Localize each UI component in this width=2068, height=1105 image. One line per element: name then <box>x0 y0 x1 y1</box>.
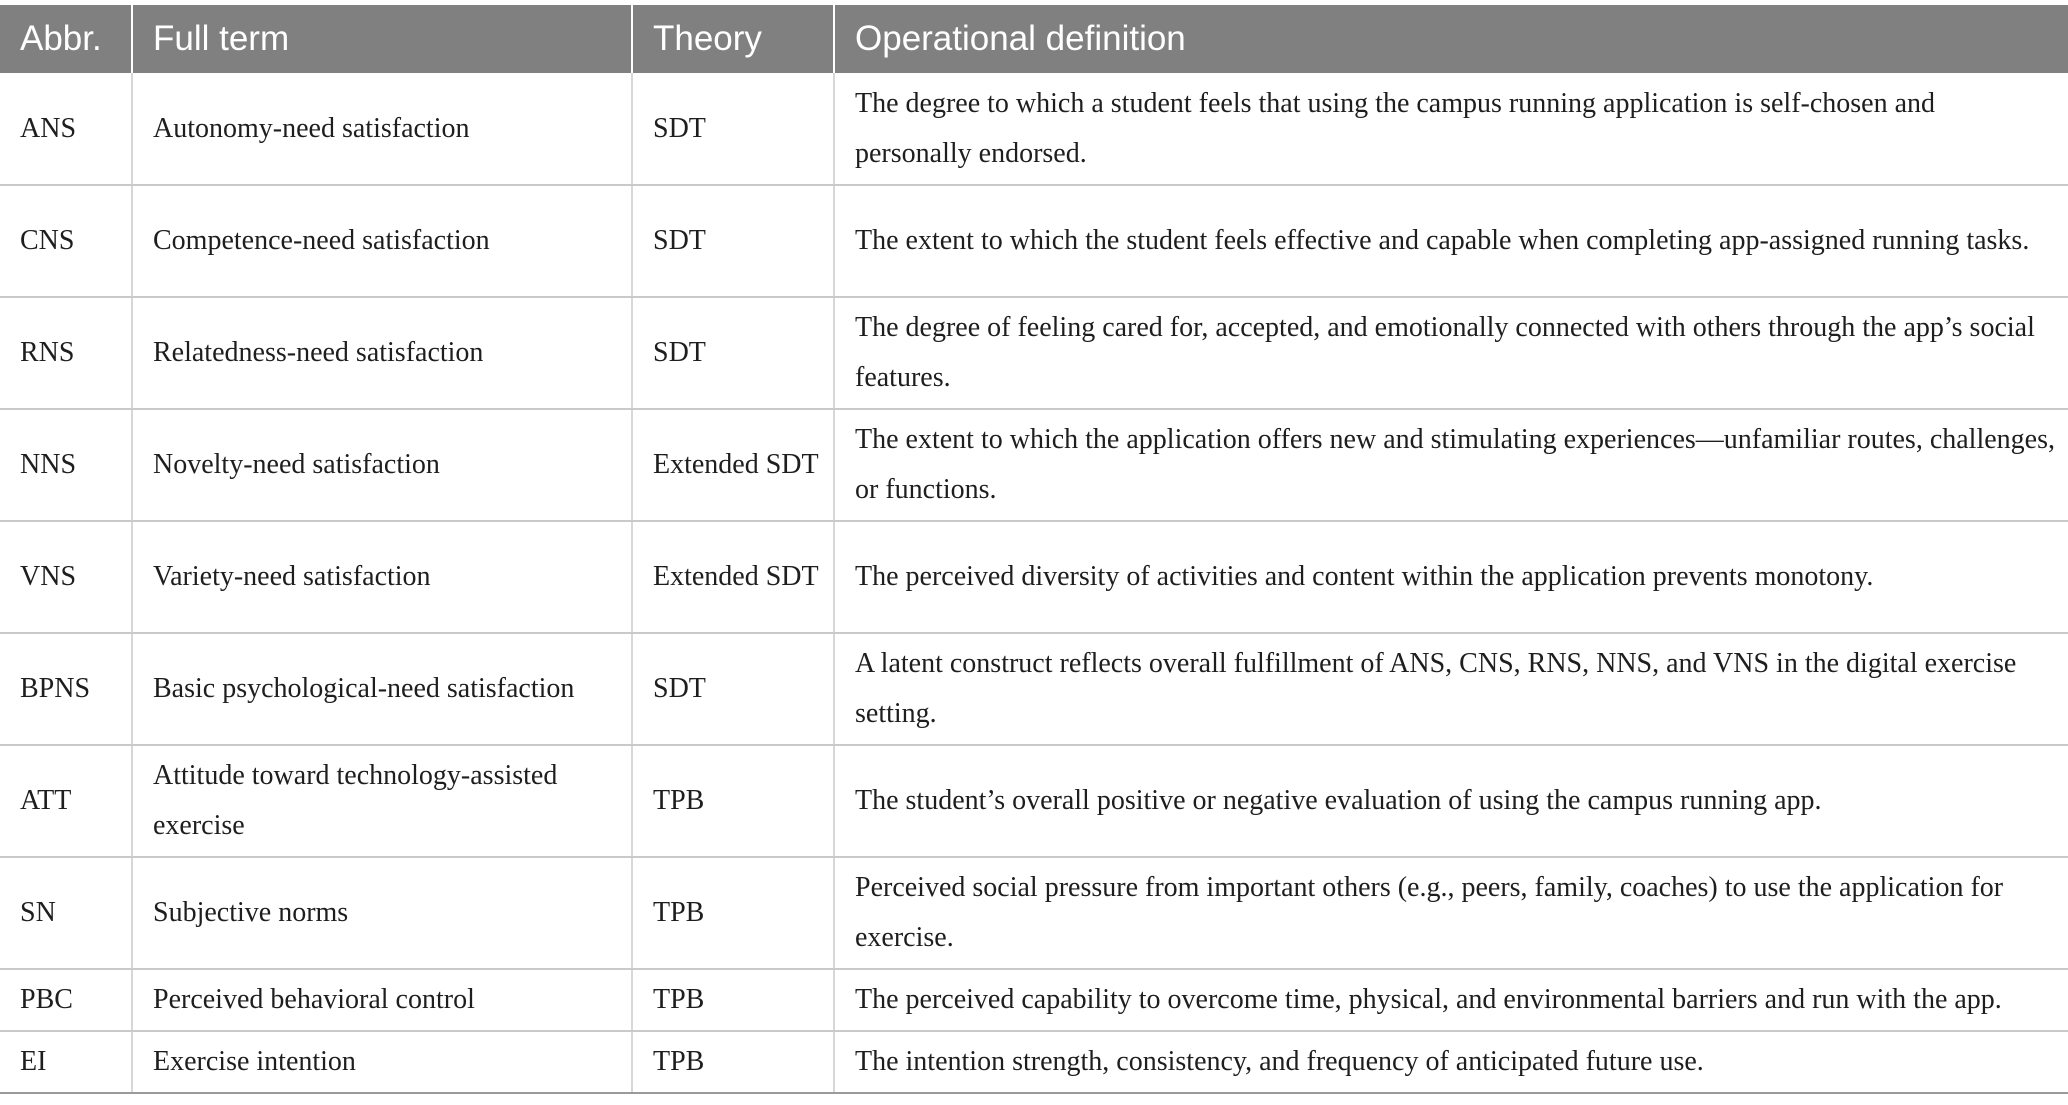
table-row <box>0 521 2068 633</box>
table-row <box>0 857 2068 969</box>
cell-theory: Extended SDT <box>632 409 834 521</box>
cell-theory: TPB <box>632 1031 834 1093</box>
table-row <box>0 409 2068 521</box>
header-full-term: Full term <box>132 5 632 73</box>
cell-definition: The degree to which a student feels that using the campus running application is self-chosen and personally endorsed. <box>834 73 2068 185</box>
header-row <box>0 5 2068 73</box>
definitions-table-container <box>0 5 2068 1094</box>
table-row <box>0 745 2068 857</box>
cell-definition: The perceived diversity of activities and content within the application prevents monotony. <box>834 521 2068 633</box>
table-body <box>0 73 2068 1093</box>
cell-abbr: CNS <box>0 185 132 297</box>
cell-theory: TPB <box>632 857 834 969</box>
cell-full-term: Variety-need satisfaction <box>132 521 632 633</box>
cell-full-term: Perceived behavioral control <box>132 969 632 1031</box>
cell-definition: The extent to which the student feels effective and capable when completing app-assigned running tasks. <box>834 185 2068 297</box>
cell-theory: SDT <box>632 73 834 185</box>
cell-abbr: RNS <box>0 297 132 409</box>
cell-theory: TPB <box>632 745 834 857</box>
cell-abbr: BPNS <box>0 633 132 745</box>
cell-theory: SDT <box>632 185 834 297</box>
cell-theory: TPB <box>632 969 834 1031</box>
cell-abbr: NNS <box>0 409 132 521</box>
cell-full-term: Basic psychological-need satisfaction <box>132 633 632 745</box>
cell-full-term: Autonomy-need satisfaction <box>132 73 632 185</box>
table-row <box>0 633 2068 745</box>
table-row <box>0 297 2068 409</box>
header-theory: Theory <box>632 5 834 73</box>
cell-definition: A latent construct reflects overall fulfillment of ANS, CNS, RNS, NNS, and VNS in the digital exercise setting. <box>834 633 2068 745</box>
header-operational-definition: Operational definition <box>834 5 2068 73</box>
cell-full-term: Attitude toward technology-assisted exercise <box>132 745 632 857</box>
cell-theory: Extended SDT <box>632 521 834 633</box>
cell-full-term: Competence-need satisfaction <box>132 185 632 297</box>
cell-definition: The perceived capability to overcome time, physical, and environmental barriers and run with the app. <box>834 969 2068 1031</box>
cell-full-term: Novelty-need satisfaction <box>132 409 632 521</box>
definitions-table <box>0 5 2068 1094</box>
table-row <box>0 73 2068 185</box>
table-row <box>0 1031 2068 1093</box>
header-abbr: Abbr. <box>0 5 132 73</box>
table-row <box>0 969 2068 1031</box>
cell-definition: Perceived social pressure from important others (e.g., peers, family, coaches) to use the application for exercise. <box>834 857 2068 969</box>
cell-definition: The student’s overall positive or negative evaluation of using the campus running app. <box>834 745 2068 857</box>
cell-full-term: Exercise intention <box>132 1031 632 1093</box>
table-header <box>0 5 2068 73</box>
cell-abbr: ANS <box>0 73 132 185</box>
cell-definition: The intention strength, consistency, and frequency of anticipated future use. <box>834 1031 2068 1093</box>
table-row <box>0 185 2068 297</box>
cell-full-term: Subjective norms <box>132 857 632 969</box>
cell-abbr: PBC <box>0 969 132 1031</box>
cell-definition: The degree of feeling cared for, accepted, and emotionally connected with others through the app’s social features. <box>834 297 2068 409</box>
cell-abbr: EI <box>0 1031 132 1093</box>
cell-abbr: SN <box>0 857 132 969</box>
cell-abbr: ATT <box>0 745 132 857</box>
cell-definition: The extent to which the application offers new and stimulating experiences—unfamiliar routes, challenges, or functions. <box>834 409 2068 521</box>
cell-theory: SDT <box>632 297 834 409</box>
cell-abbr: VNS <box>0 521 132 633</box>
cell-theory: SDT <box>632 633 834 745</box>
cell-full-term: Relatedness-need satisfaction <box>132 297 632 409</box>
